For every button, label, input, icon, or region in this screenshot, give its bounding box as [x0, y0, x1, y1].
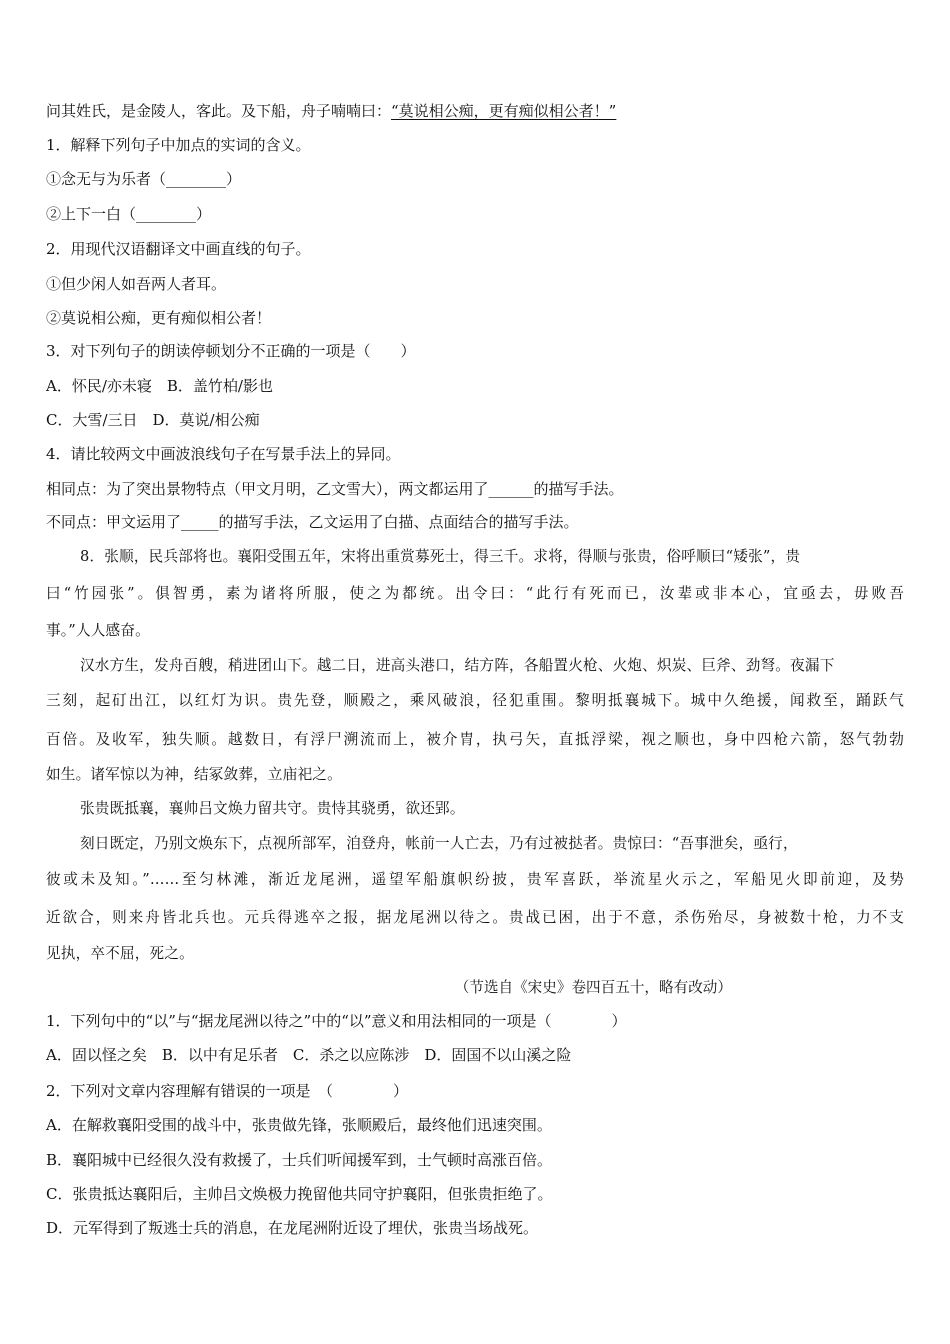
- question-2-2-option-c: C．张贵抵达襄阳后，主帅吕文焕极力挽留他共同守护襄阳，但张贵拒绝了。: [46, 1185, 553, 1203]
- question-2: 2．用现代汉语翻译文中画直线的句子。: [46, 240, 311, 258]
- line-prefix: 问其姓氏，是金陵人，客此。及下船，舟子喃喃曰：: [46, 102, 392, 120]
- question-1-item-a: ①念无与为乐者（________）: [46, 170, 242, 188]
- question-2-2-option-a: A．在解救襄阳受围的战斗中，张贵做先锋，张顺殿后，最终他们迅速突围。: [46, 1116, 552, 1134]
- question-4-different: 不同点：甲文运用了_____的描写手法，乙文运用了白描、点面结合的描写手法。: [46, 513, 579, 531]
- question-3: 3．对下列句子的朗读停顿划分不正确的一项是（ ）: [46, 342, 416, 360]
- question-2-2: 2．下列对文章内容理解有错误的一项是 （ ）: [46, 1082, 409, 1100]
- question-2-item-b: ②莫说相公痴，更有痴似相公者！: [46, 309, 272, 327]
- question-2-1: 1．下列句中的“以”与“据龙尾洲以待之”中的“以”意义和用法相同的一项是（ ）: [46, 1012, 627, 1030]
- question-1-item-b: ②上下一白（________）: [46, 205, 212, 223]
- question-2-2-option-d: D．元军得到了叛逃士兵的消息，在龙尾洲附近设了埋伏，张贵当场战死。: [46, 1219, 539, 1237]
- passage-line: 彼或未及知。”……至匀林滩，渐近龙尾洲，遥望军船旗帜纷披，贵军喜跃，举流星火示之，军船见火即前迎，及势: [46, 871, 904, 888]
- passage-line: 事。”人人感奋。: [46, 622, 150, 639]
- passage-line: 近欲合，则来舟皆北兵也。元兵得逃卒之报，据龙尾洲以待之。贵战已困，出于不意，杀伤殆尽，身被数十枪，力不支: [46, 909, 904, 926]
- source-citation: （节选自《宋史》卷四百五十，略有改动）: [454, 979, 732, 996]
- underlined-quote: “莫说相公痴，更有痴似相公者！”: [391, 102, 617, 120]
- passage-line: 刻日既定，乃别文焕东下，点视所部军，洎登舟，帐前一人亡去，乃有过被挞者。贵惊曰：“吾事泄矣，亟行，: [80, 835, 798, 852]
- passage-line: 百倍。及收军，独失顺。越数日，有浮尸溯流而上，被介胄，执弓矢，直抵浮梁，视之顺也，身中四枪六箭，怒气勃勃: [46, 731, 904, 748]
- question-2-1-options: A．固以怪之矣 B．以中有足乐者 C．杀之以应陈涉 D．固国不以山溪之险: [46, 1046, 572, 1064]
- question-2-2-option-b: B．襄阳城中已经很久没有救援了，士兵们听闻援军到，士气顿时高涨百倍。: [46, 1151, 553, 1169]
- passage-line: 曰“竹园张”。俱智勇，素为诸将所服，使之为都统。出令曰：“此行有死而已，汝辈或非本心，宜亟去，毋败吾: [46, 585, 904, 602]
- passage-line: 三刻，起矴出江，以红灯为识。贵先登，顺殿之，乘风破浪，径犯重围。黎明抵襄城下。城中久绝援，闻救至，踊跃气: [46, 692, 904, 709]
- question-3-options-ab: A．怀民/亦未寝 B．盖竹柏/影也: [46, 377, 273, 395]
- passage-line: 如生。诸军惊以为神，结冢敛葬，立庙祀之。: [46, 766, 342, 783]
- question-1: 1．解释下列句子中加点的实词的含义。: [46, 136, 311, 154]
- passage-line: 见执，卒不屈，死之。: [46, 945, 194, 962]
- question-4: 4．请比较两文中画波浪线句子在写景手法上的异同。: [46, 445, 401, 463]
- text-line-top: [46, 101, 616, 121]
- question-2-item-a: ①但少闲人如吾两人者耳。: [46, 275, 227, 293]
- question-4-same: 相同点：为了突出景物特点（甲文月明，乙文雪大），两文都运用了______的描写手法。: [46, 480, 624, 498]
- passage-line: 汉水方生，发舟百艘，稍进团山下。越二日，进高头港口，结方阵，各船置火枪、火炮、炽炭、巨斧、劲弩。夜漏下: [80, 657, 835, 674]
- passage-line: 张贵既抵襄，襄帅吕文焕力留共守。贵恃其骁勇，欲还郢。: [80, 800, 465, 817]
- question-3-options-cd: C．大雪/三日 D．莫说/相公痴: [46, 411, 260, 429]
- passage-line: 8．张顺，民兵部将也。襄阳受围五年，宋将出重赏募死士，得三千。求将，得顺与张贵，俗呼顺曰“矮张”，贵: [80, 548, 801, 565]
